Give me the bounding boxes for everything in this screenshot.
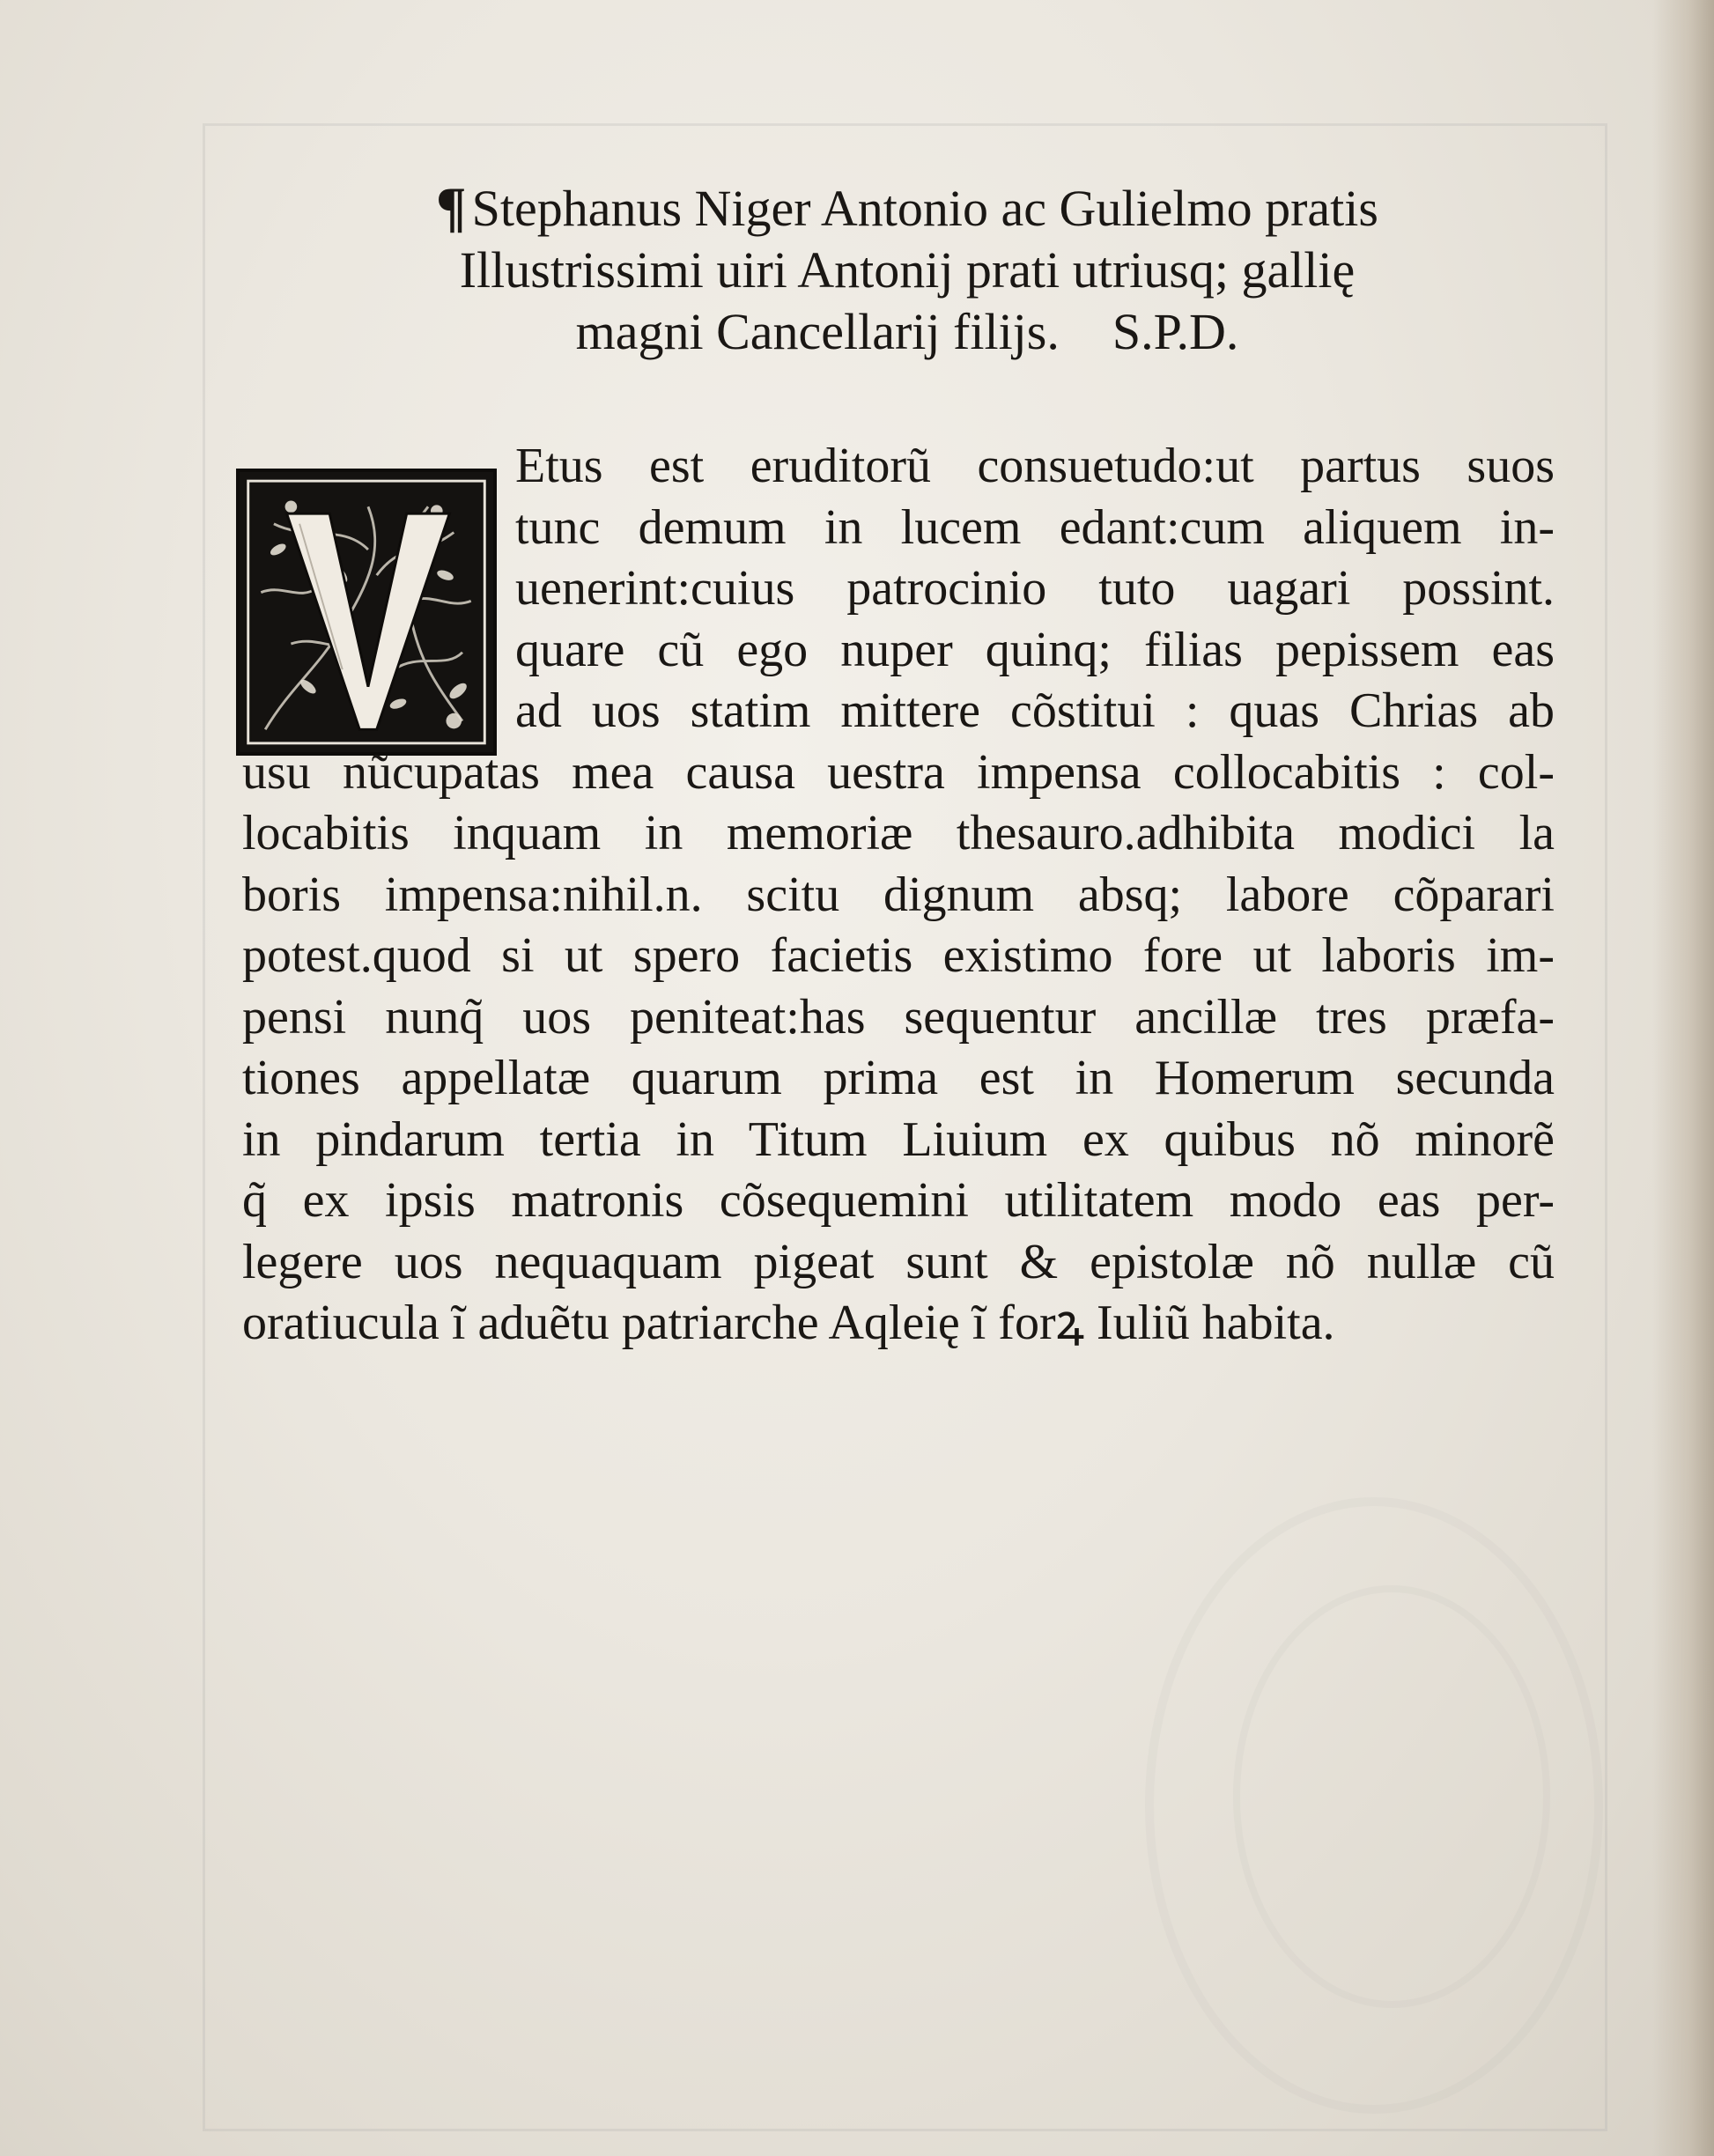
body-line: q̃ ex ipsis matronis cõsequemini utilitatem modo eas per- bbox=[242, 1173, 1555, 1228]
body-line: pensi nunq̃ uos peniteat:has sequentur ancillæ tres præfa- bbox=[242, 989, 1555, 1045]
body-line: Etus est eruditorũ consuetudo:ut partus suos bbox=[515, 439, 1555, 493]
heading-line-3 bbox=[335, 301, 1480, 363]
heading-line-1 bbox=[335, 176, 1480, 240]
body-line: locabitis inquam in memoriæ thesauro.adhibita modici la bbox=[242, 806, 1555, 860]
body-line: quare cũ ego nuper quinq; filias pepissem eas bbox=[515, 622, 1555, 677]
body-line: tiones appellatæ quarum prima est in Homerum secunda bbox=[242, 1051, 1555, 1105]
heading-line-1-text: Stephanus Niger Antonio ac Gulielmo pratis bbox=[471, 180, 1378, 237]
body-line: uenerint:cuius patrocinio tuto uagari possint. bbox=[515, 561, 1555, 616]
body-line: in pindarum tertia in Titum Liuium ex quibus nõ minorẽ bbox=[242, 1111, 1555, 1167]
body-line: tunc demum in lucem edant:cum aliquem in- bbox=[515, 499, 1555, 555]
body-line: usu nũcupatas mea causa uestra impensa collocabitis : col- bbox=[242, 744, 1555, 800]
body-line: legere uos nequaquam pigeat sunt & epistolæ nõ nullæ cũ bbox=[242, 1234, 1555, 1289]
salutation: S.P.D. bbox=[1112, 303, 1239, 360]
letter-body bbox=[242, 436, 1555, 1355]
body-line: oratiucula ĩ aduẽtu patriarche Aqleię ĩ forꝝ Iuliũ habita. bbox=[242, 1296, 1335, 1350]
letter-heading bbox=[335, 176, 1480, 363]
heading-line-3-text: magni Cancellarij filijs. bbox=[575, 303, 1060, 360]
pilcrow-icon: ¶ bbox=[436, 175, 467, 238]
body-line: boris impensa:nihil.n. scitu dignum absq; labore cõparari bbox=[242, 867, 1555, 922]
heading-line-2: Illustrissimi uiri Antonij prati utriusq; gallię bbox=[459, 241, 1356, 299]
gutter-shadow bbox=[1652, 0, 1714, 2156]
body-line: ad uos statim mittere cõstitui : quas Chrias ab bbox=[515, 683, 1555, 738]
body-line: potest.quod si ut spero facietis existimo fore ut laboris im- bbox=[242, 928, 1555, 983]
bleed-through-ornament-inner bbox=[1233, 1585, 1550, 2008]
